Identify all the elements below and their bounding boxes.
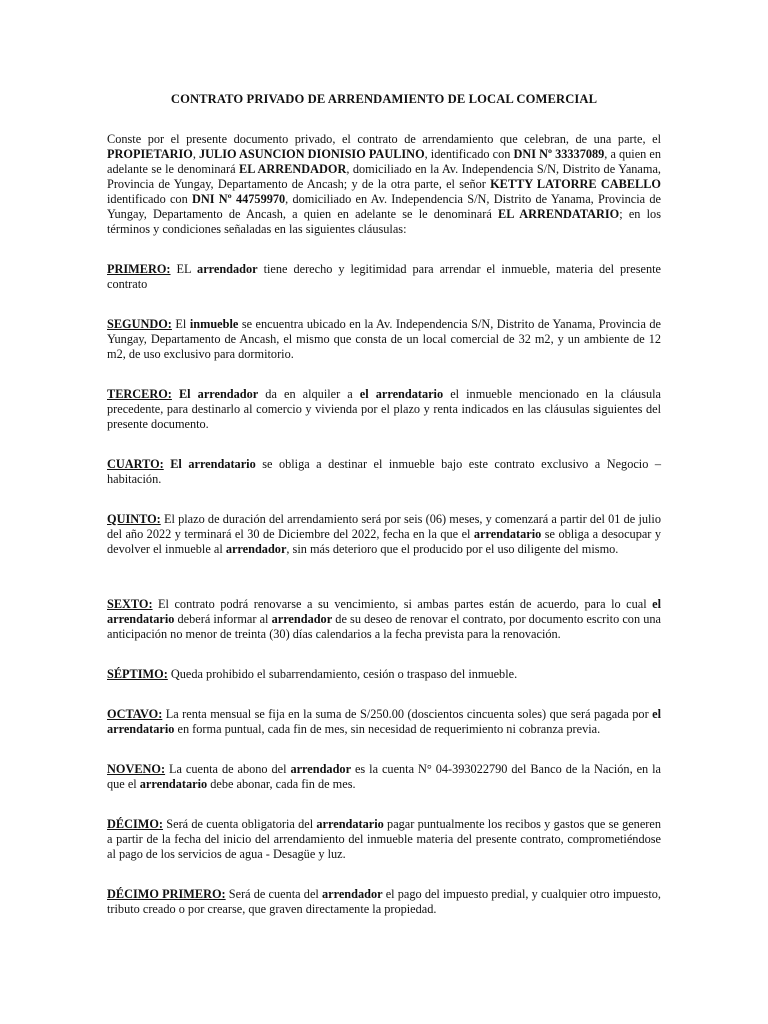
clause-decimo-primero: DÉCIMO PRIMERO: Será de cuenta del arrendador el pago del impuesto predial, y cualquier otro impuesto, tributo creado o por crearse, que graven directamente la propiedad.	[107, 887, 661, 916]
tenant-dni: DNI Nº 44759970	[191, 192, 286, 206]
clause-primero: PRIMERO: EL arrendador tiene derecho y legitimidad para arrendar el inmueble, materia del presente contrato	[107, 262, 661, 291]
clause-octavo: OCTAVO: La renta mensual se fija en la suma de S/250.00 (doscientos cincuenta soles) que será pagada por el arrendatario en forma puntual, cada fin de mes, sin necesidad de requerimiento ni cobranza previa.	[107, 707, 661, 736]
clause-heading: NOVENO:	[107, 762, 166, 776]
clause-segundo: SEGUNDO: El inmueble se encuentra ubicado en la Av. Independencia S/N, Distrito de Yanama, Provincia de Yungay, Departamento de Ancash, el mismo que consta de un local comercial de 32 m2, y un ambiente de 12 m2, de uso exclusivo para dormitorio.	[107, 317, 661, 361]
intro-paragraph: Conste por el presente documento privado, el contrato de arrendamiento que celebran, de una parte, el PROPIETARIO, JULIO ASUNCION DIONISIO PAULINO, identificado con DNI Nº 33337089, a quien en adelante se le denominará EL ARRENDADOR, domiciliado en la Av. Independencia S/N, Distrito de Yanama, Provincia de Yungay, Departamento de Ancash; y de la otra parte, el señor KETTY LATORRE CABELLO identificado con DNI Nº 44759970, domiciliado en Av. Independencia S/N, Distrito de Yanama, Provincia de Yungay, Departamento de Ancash, a quien en adelante se le denominará EL ARRENDATARIO; en los términos y condiciones señaladas en las siguientes cláusulas:	[107, 132, 661, 236]
owner-dni: DNI Nº 33337089	[513, 147, 605, 161]
clause-heading: SÉPTIMO:	[107, 667, 168, 681]
clause-heading: SEGUNDO:	[107, 317, 172, 331]
clause-heading: DÉCIMO:	[107, 817, 164, 831]
tenant-name: KETTY LATORRE CABELLO	[490, 177, 661, 191]
clause-heading: PRIMERO:	[107, 262, 171, 276]
arrendador-label: EL ARRENDADOR	[239, 162, 347, 176]
clause-tercero: TERCERO: El arrendador da en alquiler a el arrendatario el inmueble mencionado en la cláusula precedente, para destinarlo al comercio y vivienda por el plazo y renta indicados en las cláusulas siguientes del presente documento.	[107, 387, 662, 431]
document-title: CONTRATO PRIVADO DE ARRENDAMIENTO DE LOCAL COMERCIAL	[170, 92, 598, 106]
owner-name: JULIO ASUNCION DIONISIO PAULINO	[199, 147, 425, 161]
arrendatario-label: EL ARRENDATARIO	[498, 207, 620, 221]
clause-heading: DÉCIMO PRIMERO:	[107, 887, 226, 901]
clause-heading: SEXTO:	[107, 597, 153, 611]
owner-label: PROPIETARIO	[107, 147, 193, 161]
clause-heading: QUINTO:	[107, 512, 161, 526]
clause-heading: TERCERO:	[107, 387, 172, 401]
clause-noveno: NOVENO: La cuenta de abono del arrendador es la cuenta N° 04-393022790 del Banco de la Nación, en la que el arrendatario debe abonar, cada fin de mes.	[107, 762, 662, 791]
clause-cuarto: CUARTO: El arrendatario se obliga a destinar el inmueble bajo este contrato exclusivo a Negocio – habitación.	[107, 457, 662, 486]
clause-septimo: SÉPTIMO: Queda prohibido el subarrendamiento, cesión o traspaso del inmueble.	[107, 667, 518, 681]
clause-sexto: SEXTO: El contrato podrá renovarse a su vencimiento, si ambas partes están de acuerdo, para lo cual el arrendatario deberá informar al arrendador de su deseo de renovar el contrato, por documento escrito con una anticipación no menor de treinta (30) días calendarios a la fecha prevista para la renovación.	[107, 597, 661, 641]
clause-heading: OCTAVO:	[107, 707, 163, 721]
clause-quinto: QUINTO: El plazo de duración del arrendamiento será por seis (06) meses, y comenzará a partir del 01 de julio del año 2022 y terminará el 30 de Diciembre del 2022, fecha en la que el arrendatario se obliga a desocupar y devolver el inmueble al arrendador, sin más deterioro que el producido por el uso diligente del mismo.	[107, 512, 661, 556]
clause-decimo: DÉCIMO: Será de cuenta obligatoria del arrendatario pagar puntualmente los recibos y gastos que se generen a partir de la fecha del inicio del arrendamiento del inmueble materia del presente contrato, comprometiéndose al pago de los servicios de agua - Desagüe y luz.	[107, 817, 661, 861]
clause-heading: CUARTO:	[107, 457, 164, 471]
